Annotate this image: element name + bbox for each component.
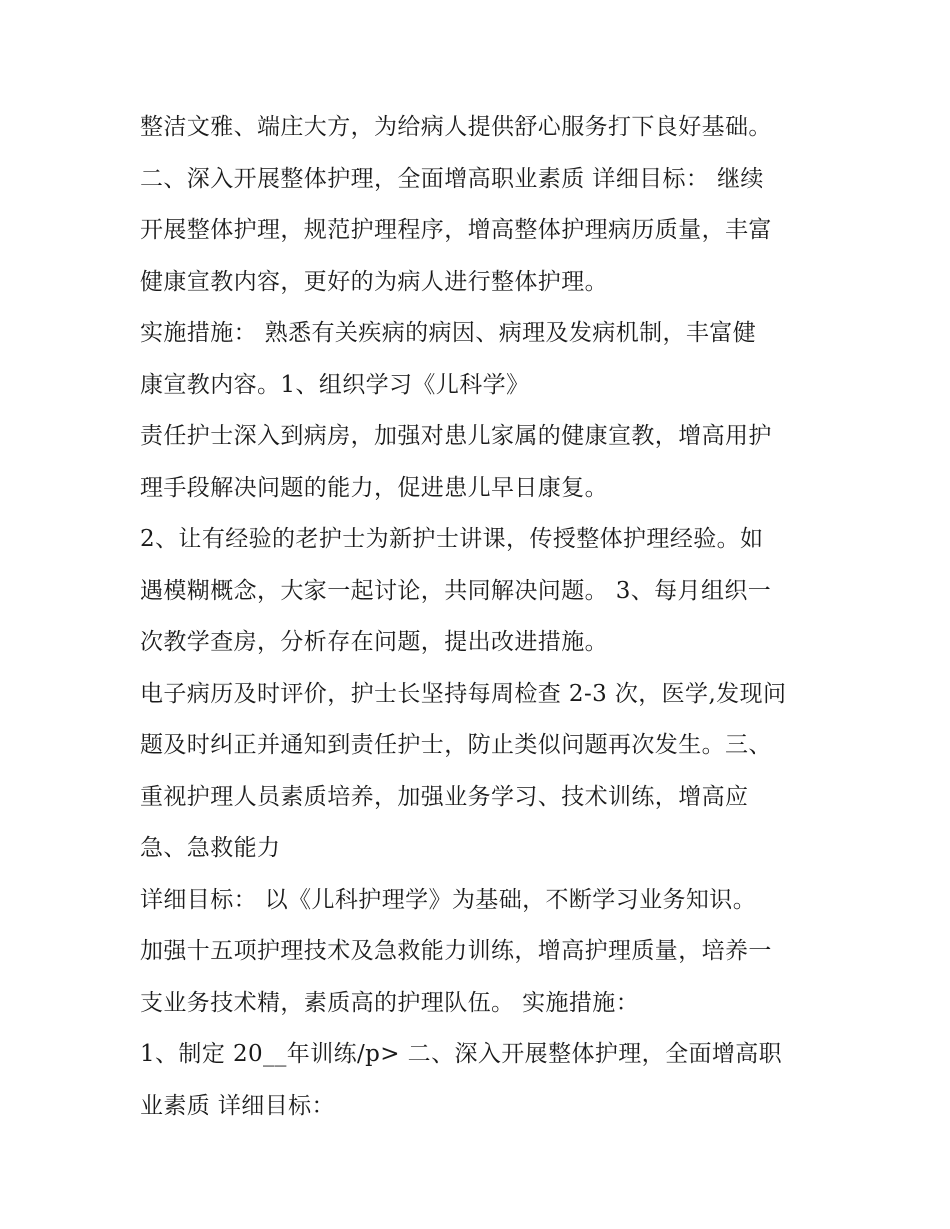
text-line: 健康宣教内容，更好的为病人进行整体护理。 [140, 268, 608, 295]
text-line: 支业务技术精，素质高的护理队伍。 实施措施： [140, 989, 640, 1016]
text-line: 加强十五项护理技术及急救能力训练，增高护理质量，培养一 [140, 938, 772, 964]
text-line: 实施措施： 熟悉有关疾病的病因、病理及发病机制，丰富健 [140, 320, 757, 346]
text-line: 2、让有经验的老护士为新护士讲课，传授整体护理经验。如 [140, 526, 764, 552]
text-line: 责任护士深入到病房，加强对患儿家属的健康宣教，增高用护 [140, 423, 772, 449]
text-line: 遇模糊概念，大家一起讨论，共同解决问题。 3、每月组织一 [140, 577, 772, 604]
text-line: 题及时纠正并通知到责任护士，防止类似问题再次发生。三、 [140, 732, 772, 758]
text-line: 详细目标： 以《儿科护理学》为基础，不断学习业务知识。 [140, 886, 757, 913]
text-line: 1、制定 20__年训练/p> 二、深入开展整体护理，全面增高职 [140, 1041, 783, 1067]
text-line: 康宣教内容。1、组织学习《儿科学》 [140, 371, 530, 398]
text-line: 整洁文雅、端庄大方，为给病人提供舒心服务打下良好基础。 [140, 114, 772, 140]
text-line: 电子病历及时评价，护士长坚持每周检查 2-3 次，医学,发现问 [140, 680, 787, 707]
text-line: 开展整体护理，规范护理程序，增高整体护理病历质量，丰富 [140, 217, 772, 243]
text-line: 重视护理人员素质培养，加强业务学习、技术训练，增高应 [140, 783, 749, 810]
text-line: 理手段解决问题的能力，促进患儿早日康复。 [140, 474, 608, 501]
text-line: 业素质 详细目标： [140, 1092, 335, 1119]
document-body [140, 102, 830, 1132]
text-line: 次教学查房，分析存在问题，提出改进措施。 [140, 629, 608, 655]
text-line: 二、深入开展整体护理，全面增高职业素质 详细目标： 继续 [140, 165, 764, 192]
text-line: 急、急救能力 [140, 835, 281, 861]
